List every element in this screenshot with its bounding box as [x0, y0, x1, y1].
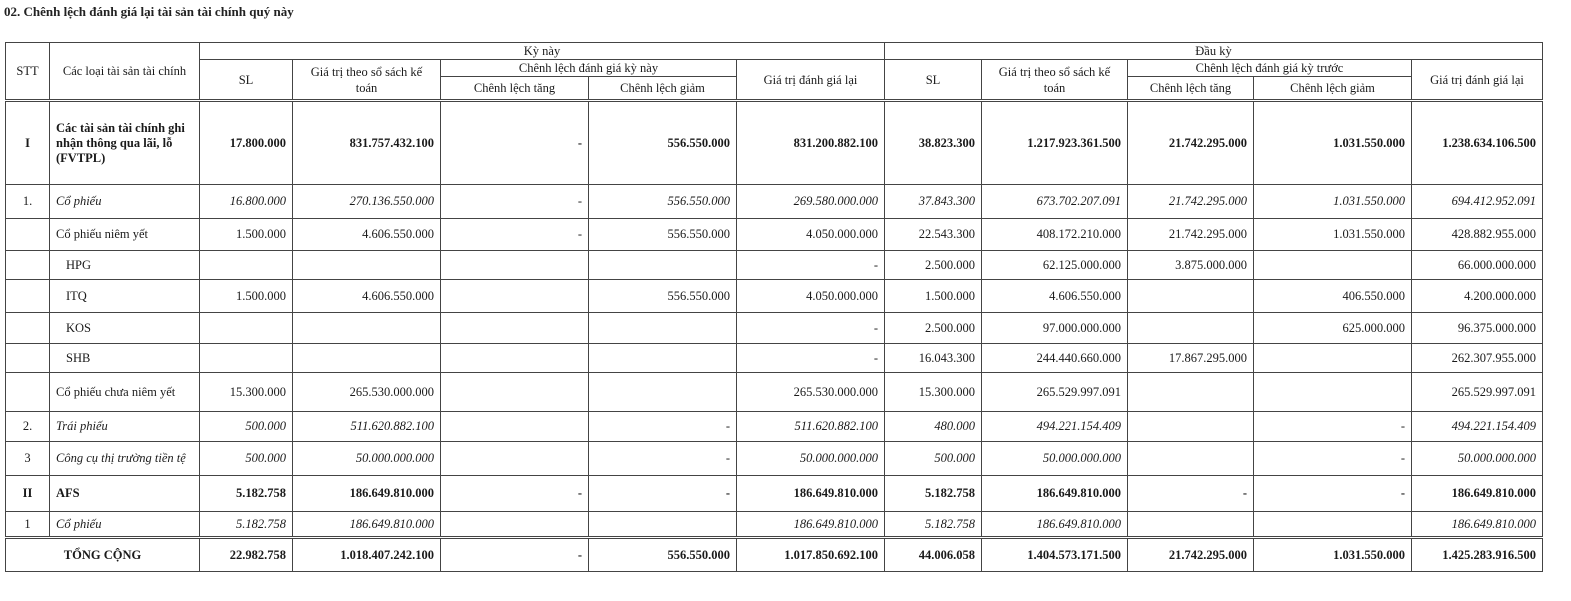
row-value-cell: 2.500.000: [885, 251, 982, 280]
row-value-cell: 50.000.000.000: [982, 442, 1128, 476]
row-value-cell: 186.649.810.000: [293, 512, 441, 538]
col-sl: SL: [200, 60, 293, 101]
row-value-cell: -: [737, 251, 885, 280]
row-asset-name: Cổ phiếu chưa niêm yết: [50, 373, 200, 412]
total-value-cell: 1.018.407.242.100: [293, 538, 441, 572]
row-value-cell: [1128, 412, 1254, 442]
row-value-cell: 22.543.300: [885, 219, 982, 251]
row-value-cell: 21.742.295.000: [1128, 101, 1254, 185]
row-stt: 1: [6, 512, 50, 538]
row-value-cell: 5.182.758: [200, 476, 293, 512]
row-value-cell: -: [1254, 442, 1412, 476]
row-value-cell: 262.307.955.000: [1412, 344, 1543, 373]
row-value-cell: [441, 313, 589, 344]
row-value-cell: 4.606.550.000: [293, 219, 441, 251]
row-value-cell: -: [589, 476, 737, 512]
row-value-cell: [1128, 313, 1254, 344]
row-value-cell: 673.702.207.091: [982, 185, 1128, 219]
row-value-cell: [441, 251, 589, 280]
row-stt: [6, 219, 50, 251]
row-value-cell: 17.867.295.000: [1128, 344, 1254, 373]
row-asset-name: ITQ: [50, 280, 200, 313]
row-stt: 1.: [6, 185, 50, 219]
row-value-cell: [589, 251, 737, 280]
row-value-cell: 500.000: [200, 412, 293, 442]
row-value-cell: [200, 313, 293, 344]
row-value-cell: [293, 251, 441, 280]
total-row: [6, 538, 1543, 572]
revaluation-table: [5, 42, 1543, 572]
row-value-cell: 270.136.550.000: [293, 185, 441, 219]
table-row: [6, 313, 1543, 344]
table-row: [6, 219, 1543, 251]
row-value-cell: 494.221.154.409: [1412, 412, 1543, 442]
row-value-cell: -: [737, 313, 885, 344]
row-value-cell: [441, 512, 589, 538]
row-value-cell: 4.200.000.000: [1412, 280, 1543, 313]
row-asset-name: KOS: [50, 313, 200, 344]
row-value-cell: 5.182.758: [200, 512, 293, 538]
row-value-cell: 186.649.810.000: [737, 512, 885, 538]
row-value-cell: 694.412.952.091: [1412, 185, 1543, 219]
row-value-cell: [441, 373, 589, 412]
row-value-cell: [441, 442, 589, 476]
row-value-cell: 15.300.000: [885, 373, 982, 412]
group-cl-ky-truoc: Chênh lệch đánh giá kỳ trước: [1128, 60, 1412, 77]
row-value-cell: [441, 412, 589, 442]
row-value-cell: 4.606.550.000: [293, 280, 441, 313]
row-asset-name: Trái phiếu: [50, 412, 200, 442]
row-value-cell: 1.500.000: [200, 219, 293, 251]
row-value-cell: [589, 512, 737, 538]
row-value-cell: 556.550.000: [589, 280, 737, 313]
row-value-cell: -: [441, 476, 589, 512]
page-title: 02. Chênh lệch đánh giá lại tài sản tài chính quý này: [4, 4, 294, 19]
row-value-cell: -: [589, 442, 737, 476]
row-value-cell: 15.300.000: [200, 373, 293, 412]
row-value-cell: 50.000.000.000: [737, 442, 885, 476]
total-value-cell: 1.017.850.692.100: [737, 538, 885, 572]
row-value-cell: 1.031.550.000: [1254, 101, 1412, 185]
row-value-cell: [589, 313, 737, 344]
total-label: TỔNG CỘNG: [6, 538, 200, 572]
row-value-cell: [200, 344, 293, 373]
table-row: [6, 101, 1543, 185]
row-value-cell: 625.000.000: [1254, 313, 1412, 344]
col-revalued: Giá trị đánh giá lại: [737, 60, 885, 101]
row-value-cell: -: [1254, 476, 1412, 512]
row-value-cell: 37.843.300: [885, 185, 982, 219]
row-value-cell: 16.043.300: [885, 344, 982, 373]
row-value-cell: [589, 344, 737, 373]
row-value-cell: [589, 373, 737, 412]
row-stt: [6, 251, 50, 280]
total-value-cell: 22.982.758: [200, 538, 293, 572]
row-value-cell: 1.031.550.000: [1254, 219, 1412, 251]
row-value-cell: 62.125.000.000: [982, 251, 1128, 280]
table-row: [6, 344, 1543, 373]
row-value-cell: 494.221.154.409: [982, 412, 1128, 442]
row-value-cell: 186.649.810.000: [1412, 512, 1543, 538]
row-value-cell: 97.000.000.000: [982, 313, 1128, 344]
row-value-cell: 511.620.882.100: [293, 412, 441, 442]
row-value-cell: [1128, 373, 1254, 412]
col-asset-type: Các loại tài sản tài chính: [50, 43, 200, 101]
row-value-cell: [293, 313, 441, 344]
table-row: [6, 442, 1543, 476]
col-decrease: Chênh lệch giảm: [1254, 77, 1412, 101]
col-book-value: Giá trị theo sổ sách kế toán: [293, 60, 441, 101]
row-value-cell: [1128, 512, 1254, 538]
row-stt: [6, 344, 50, 373]
row-value-cell: 244.440.660.000: [982, 344, 1128, 373]
table-row: [6, 476, 1543, 512]
row-asset-name: Công cụ thị trường tiền tệ: [50, 442, 200, 476]
total-value-cell: 1.425.283.916.500: [1412, 538, 1543, 572]
total-value-cell: -: [441, 538, 589, 572]
row-value-cell: [200, 251, 293, 280]
row-value-cell: -: [441, 101, 589, 185]
row-value-cell: 265.530.000.000: [737, 373, 885, 412]
row-value-cell: [1128, 280, 1254, 313]
row-value-cell: [441, 344, 589, 373]
table-row: [6, 373, 1543, 412]
row-value-cell: 556.550.000: [589, 185, 737, 219]
col-stt: STT: [6, 43, 50, 101]
row-value-cell: 5.182.758: [885, 512, 982, 538]
row-value-cell: 50.000.000.000: [1412, 442, 1543, 476]
row-value-cell: 831.200.882.100: [737, 101, 885, 185]
row-value-cell: 4.606.550.000: [982, 280, 1128, 313]
row-value-cell: 17.800.000: [200, 101, 293, 185]
row-value-cell: 21.742.295.000: [1128, 185, 1254, 219]
row-asset-name: Cổ phiếu: [50, 512, 200, 538]
row-value-cell: 186.649.810.000: [982, 512, 1128, 538]
row-value-cell: 265.530.000.000: [293, 373, 441, 412]
row-value-cell: -: [737, 344, 885, 373]
row-value-cell: 831.757.432.100: [293, 101, 441, 185]
row-value-cell: 511.620.882.100: [737, 412, 885, 442]
row-value-cell: [1254, 344, 1412, 373]
col-increase: Chênh lệch tăng: [1128, 77, 1254, 101]
row-asset-name: Các tài sản tài chính ghi nhận thông qua lãi, lỗ (FVTPL): [50, 101, 200, 185]
row-value-cell: [1254, 251, 1412, 280]
row-value-cell: 500.000: [885, 442, 982, 476]
row-stt: I: [6, 101, 50, 185]
row-value-cell: -: [441, 185, 589, 219]
col-sl: SL: [885, 60, 982, 101]
row-value-cell: 4.050.000.000: [737, 219, 885, 251]
row-value-cell: 265.529.997.091: [982, 373, 1128, 412]
row-value-cell: 186.649.810.000: [293, 476, 441, 512]
row-stt: 2.: [6, 412, 50, 442]
row-value-cell: 265.529.997.091: [1412, 373, 1543, 412]
row-stt: [6, 280, 50, 313]
row-value-cell: -: [1128, 476, 1254, 512]
table-row: [6, 280, 1543, 313]
row-stt: [6, 313, 50, 344]
row-value-cell: 21.742.295.000: [1128, 219, 1254, 251]
row-asset-name: HPG: [50, 251, 200, 280]
row-value-cell: 1.031.550.000: [1254, 185, 1412, 219]
row-value-cell: 480.000: [885, 412, 982, 442]
row-value-cell: 406.550.000: [1254, 280, 1412, 313]
row-value-cell: 1.217.923.361.500: [982, 101, 1128, 185]
total-value-cell: 44.006.058: [885, 538, 982, 572]
row-value-cell: 428.882.955.000: [1412, 219, 1543, 251]
row-value-cell: 1.500.000: [885, 280, 982, 313]
col-increase: Chênh lệch tăng: [441, 77, 589, 101]
group-ky-nay: Kỳ này: [200, 43, 885, 60]
row-value-cell: -: [441, 219, 589, 251]
table-row: [6, 251, 1543, 280]
row-value-cell: 38.823.300: [885, 101, 982, 185]
total-value-cell: 1.404.573.171.500: [982, 538, 1128, 572]
row-value-cell: 66.000.000.000: [1412, 251, 1543, 280]
row-asset-name: Cổ phiếu niêm yết: [50, 219, 200, 251]
row-value-cell: 4.050.000.000: [737, 280, 885, 313]
row-stt: 3: [6, 442, 50, 476]
row-value-cell: 3.875.000.000: [1128, 251, 1254, 280]
row-value-cell: 556.550.000: [589, 101, 737, 185]
row-value-cell: 186.649.810.000: [1412, 476, 1543, 512]
row-value-cell: 556.550.000: [589, 219, 737, 251]
table-row: [6, 412, 1543, 442]
total-value-cell: 21.742.295.000: [1128, 538, 1254, 572]
row-asset-name: SHB: [50, 344, 200, 373]
row-value-cell: [1128, 442, 1254, 476]
row-value-cell: 96.375.000.000: [1412, 313, 1543, 344]
row-stt: [6, 373, 50, 412]
row-value-cell: [1254, 373, 1412, 412]
row-value-cell: 186.649.810.000: [982, 476, 1128, 512]
row-value-cell: -: [1254, 412, 1412, 442]
row-value-cell: 50.000.000.000: [293, 442, 441, 476]
row-value-cell: -: [589, 412, 737, 442]
row-value-cell: 408.172.210.000: [982, 219, 1128, 251]
total-value-cell: 556.550.000: [589, 538, 737, 572]
row-asset-name: Cổ phiếu: [50, 185, 200, 219]
group-dau-ky: Đầu kỳ: [885, 43, 1543, 60]
row-stt: II: [6, 476, 50, 512]
row-value-cell: [1254, 512, 1412, 538]
row-asset-name: AFS: [50, 476, 200, 512]
row-value-cell: 186.649.810.000: [737, 476, 885, 512]
row-value-cell: [293, 344, 441, 373]
table-row: [6, 185, 1543, 219]
row-value-cell: 16.800.000: [200, 185, 293, 219]
table-row: [6, 512, 1543, 538]
col-decrease: Chênh lệch giảm: [589, 77, 737, 101]
group-cl-ky-nay: Chênh lệch đánh giá kỳ này: [441, 60, 737, 77]
row-value-cell: 1.500.000: [200, 280, 293, 313]
total-value-cell: 1.031.550.000: [1254, 538, 1412, 572]
row-value-cell: 500.000: [200, 442, 293, 476]
row-value-cell: 2.500.000: [885, 313, 982, 344]
row-value-cell: 1.238.634.106.500: [1412, 101, 1543, 185]
col-revalued: Giá trị đánh giá lại: [1412, 60, 1543, 101]
row-value-cell: [441, 280, 589, 313]
col-book-value: Giá trị theo sổ sách kế toán: [982, 60, 1128, 101]
row-value-cell: 269.580.000.000: [737, 185, 885, 219]
row-value-cell: 5.182.758: [885, 476, 982, 512]
